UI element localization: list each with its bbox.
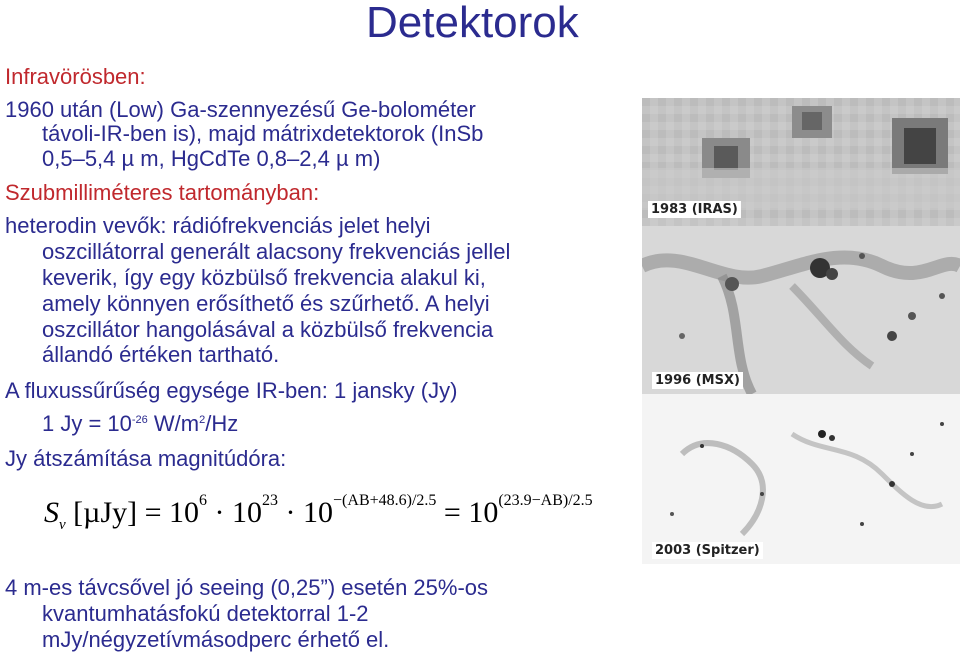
jansky-definition: 1 $Jy = 10^{-26}$ $W/m^2/Hz$ — [42, 411, 239, 436]
text-line: heterodin vevők: rádiófrekvenciás jelet helyi — [5, 213, 431, 238]
magnitude-formula: $S_v$ $[\mu Jy] = 10^6 \cdot 10^{23} \cdot 10^{-(AB+48.6)/2.5} = 10^{(23.9-AB)/2.5}$ — [44, 492, 593, 533]
text-line: amely könnyen erősíthető és szűrhető. A helyi — [42, 291, 490, 316]
text-line: állandó értéken tartható. — [42, 342, 280, 367]
caption-msx: 1996 (MSX) — [652, 372, 743, 389]
text-line: mJy/négyzetívmásodperc érhető el. — [42, 627, 390, 652]
text-line: 4 m-es távcsővel jó seeing (0,25”) esetén 25%-os — [5, 575, 489, 600]
text-line: távoli-IR-ben is), majd mátrixdetektorok (InSb — [42, 121, 484, 146]
text-line: keverik, így egy közbülső frekvencia alakul ki, — [42, 265, 486, 290]
heading-infrared: Infravörösben: — [5, 64, 146, 89]
caption-iras: 1983 (IRAS) — [648, 201, 741, 218]
spitzer-nebula-image — [642, 394, 960, 564]
spitzer-image — [642, 394, 960, 564]
text-line: 1960 után (Low) Ga-szennyezésű Ge-bolométer — [5, 97, 476, 122]
text-line: Jy átszámítása magnitúdóra: — [5, 446, 287, 471]
msx-nebula-image — [642, 226, 960, 394]
text-line: oszcillátor hangolásával a közbülső frekvencia — [42, 317, 494, 342]
text-line: 0,5–5,4 µ m, HgCdTe 0,8–2,4 µ m) — [42, 146, 381, 171]
msx-image — [642, 226, 960, 394]
caption-spitzer: 2003 (Spitzer) — [652, 542, 763, 559]
text-line: oszcillátorral generált alacsony frekvenciás jellel — [42, 239, 511, 264]
slide-title: Detektorok — [366, 0, 579, 47]
text-line: kvantumhatásfokú detektorral 1-2 — [42, 601, 369, 626]
text-line: A fluxussűrűség egysége IR-ben: 1 jansky (Jy) — [5, 378, 458, 403]
heading-submm: Szubmilliméteres tartományban: — [5, 180, 320, 205]
iras-image — [642, 98, 960, 226]
